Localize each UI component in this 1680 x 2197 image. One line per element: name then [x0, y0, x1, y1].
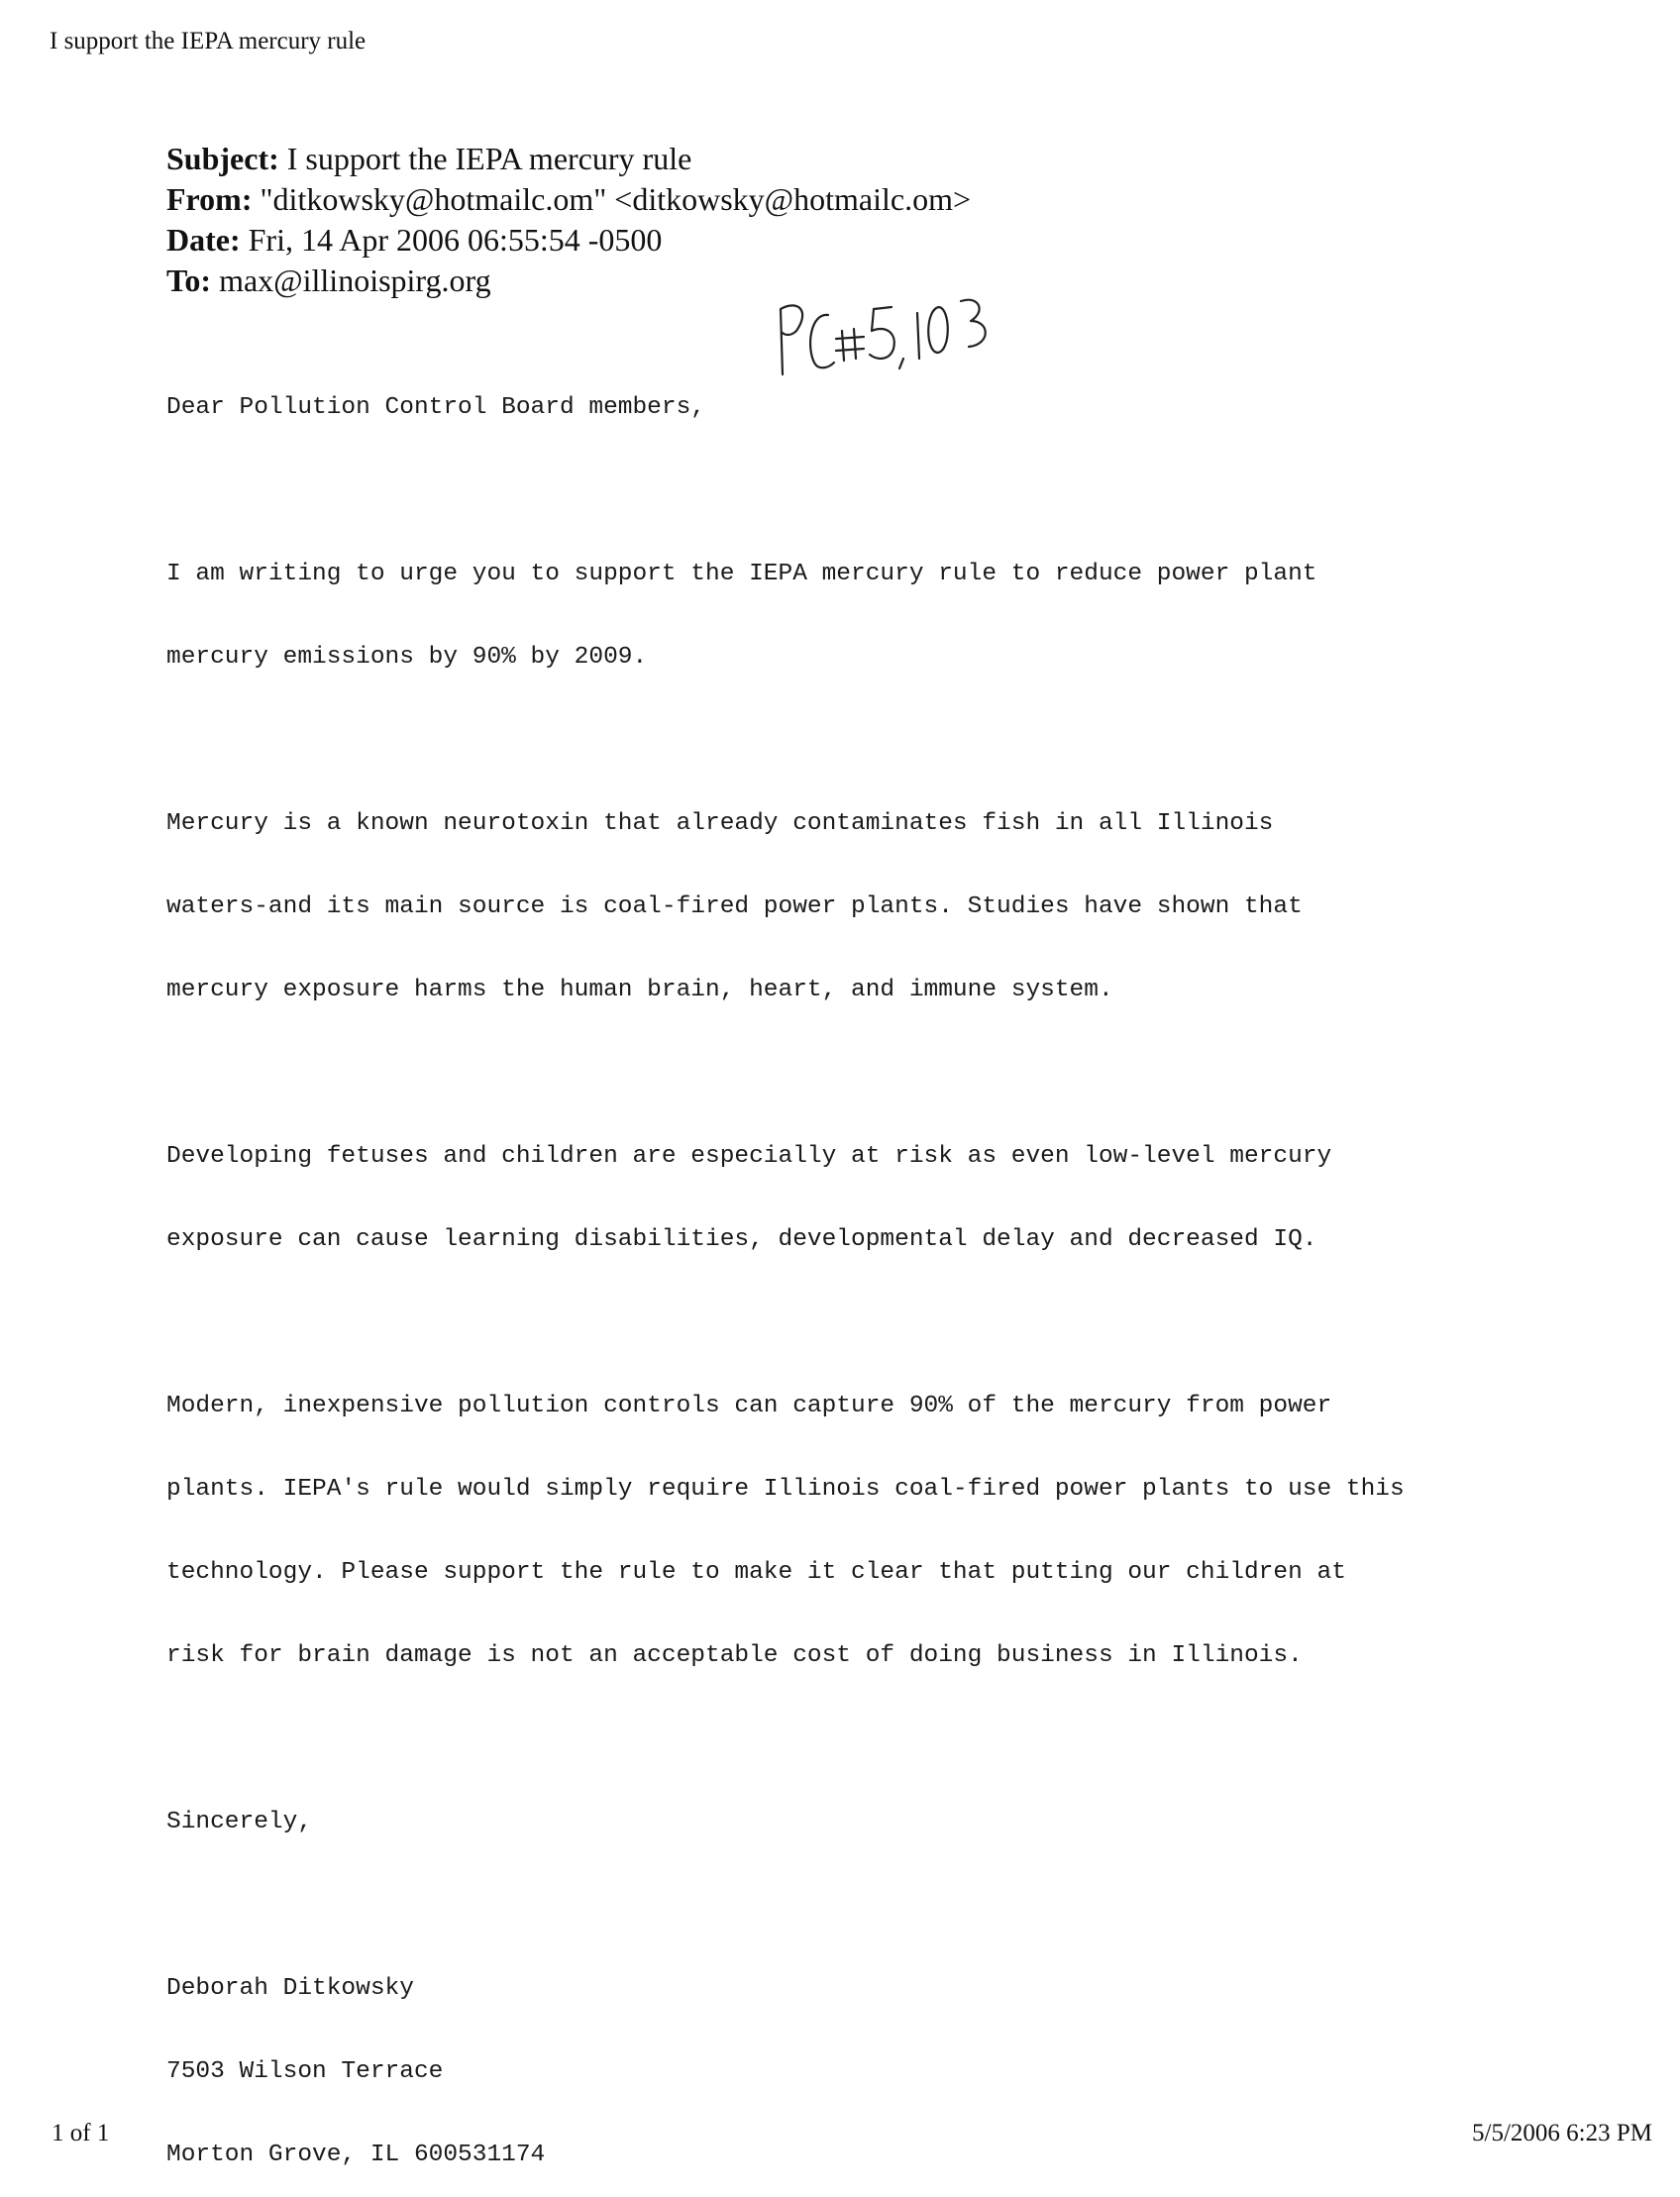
from-label: From: [166, 181, 253, 217]
paragraph-1-line-1: I am writing to urge you to support the IEPA mercury rule to reduce power plant [166, 561, 1317, 587]
paragraph-3-line-1: Developing fetuses and children are especially at risk as even low-level mercury [166, 1143, 1332, 1170]
paragraph-2-line-2: waters-and its main source is coal-fired power plants. Studies have shown that [166, 893, 1303, 920]
print-timestamp: 5/5/2006 6:23 PM [1472, 2120, 1652, 2146]
date-label: Date: [166, 222, 241, 258]
to-value: max@illinoispirg.org [219, 262, 491, 298]
email-body [166, 339, 1573, 2197]
date-value: Fri, 14 Apr 2006 06:55:54 -0500 [248, 222, 663, 258]
signature-city: Morton Grove, IL 600531174 [166, 2142, 546, 2168]
date-row [166, 220, 971, 261]
signature-street: 7503 Wilson Terrace [166, 2058, 444, 2085]
paragraph-3-line-2: exposure can cause learning disabilities, developmental delay and decreased IQ. [166, 1226, 1317, 1253]
page-header: I support the IEPA mercury rule [50, 28, 367, 54]
paragraph-1-line-2: mercury emissions by 90% by 2009. [166, 644, 648, 671]
page-number: 1 of 1 [52, 2120, 110, 2146]
signature-name: Deborah Ditkowsky [166, 1975, 414, 2002]
from-row [166, 179, 971, 220]
paragraph-4-line-4: risk for brain damage is not an acceptable cost of doing business in Illinois. [166, 1642, 1303, 1669]
email-headers [166, 139, 971, 301]
paragraph-4-line-2: plants. IEPA's rule would simply require Illinois coal-fired power plants to use this [166, 1476, 1405, 1503]
closing: Sincerely, [166, 1809, 313, 1835]
greeting: Dear Pollution Control Board members, [166, 394, 705, 421]
subject-row [166, 139, 971, 179]
from-value: "ditkowsky@hotmailc.om" <ditkowsky@hotmailc.om> [260, 181, 972, 217]
subject-label: Subject: [166, 141, 279, 176]
paragraph-2-line-1: Mercury is a known neurotoxin that already contaminates fish in all Illinois [166, 810, 1274, 837]
to-label: To: [166, 262, 212, 298]
paragraph-4-line-3: technology. Please support the rule to make it clear that putting our children at [166, 1559, 1346, 1586]
paragraph-4-line-1: Modern, inexpensive pollution controls can capture 90% of the mercury from power [166, 1393, 1332, 1419]
paragraph-2-line-3: mercury exposure harms the human brain, heart, and immune system. [166, 977, 1113, 1003]
subject-value: I support the IEPA mercury rule [286, 141, 692, 176]
